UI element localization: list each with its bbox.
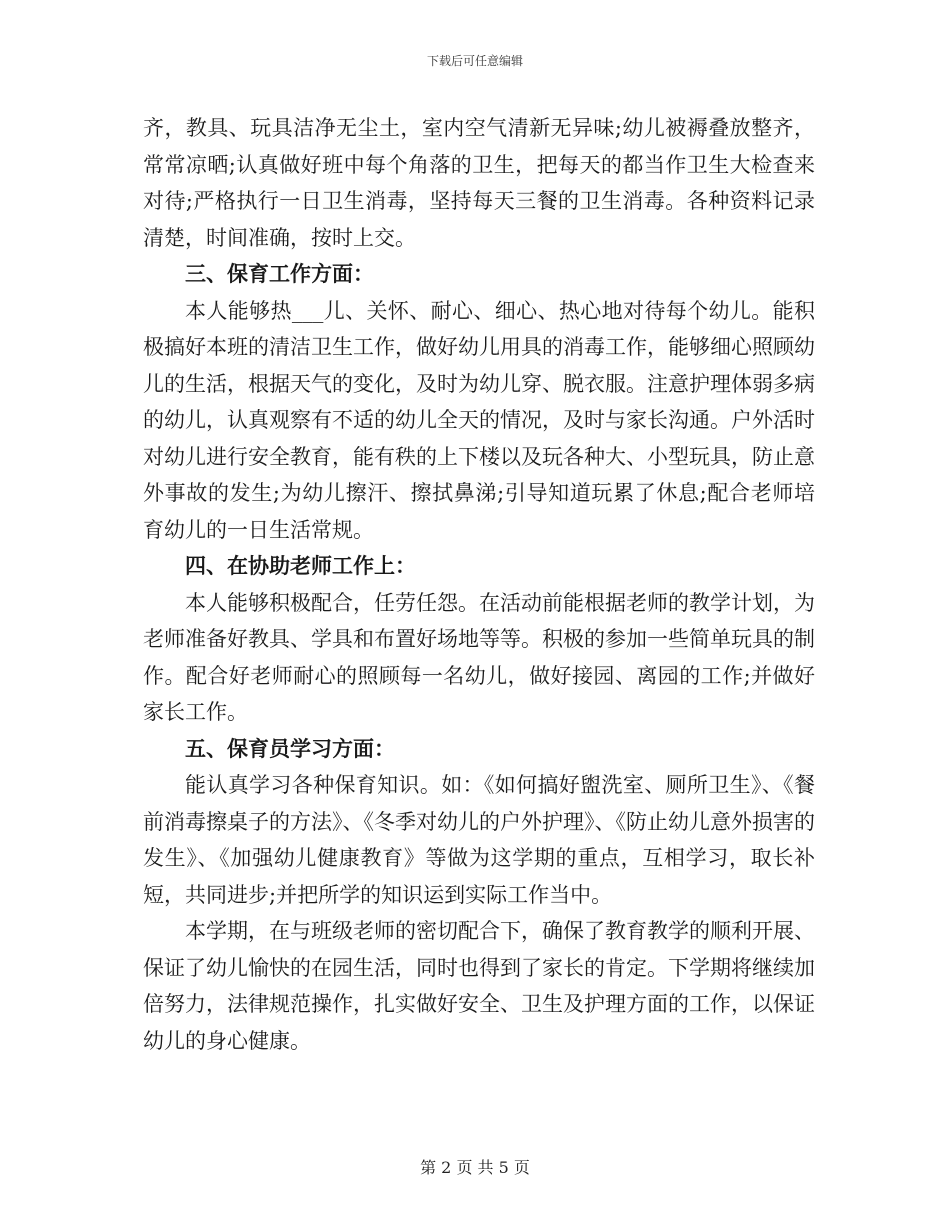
paragraph: 能认真学习各种保育知识。如：《如何搞好盥洗室、厕所卫生》、《餐前消毒擦桌子的方法》、《冬季对幼儿的户外护理》、《防止幼儿意外损害的发生》、《加强幼儿健康教育》等做为这学期的重点，互相学习，取长补短，共同进步;并把所学的知识运到实际工作当中。 bbox=[143, 773, 815, 907]
paragraph: 本人能够热___儿、关怀、耐心、细心、热心地对待每个幼儿。能积极搞好本班的清洁卫生工作，做好幼儿用具的消毒工作，能够细心照顾幼儿的生活，根据天气的变化，及时为幼儿穿、脱衣服。注意护理体弱多病的幼儿，认真观察有不适的幼儿全天的情况，及时与家长沟通。户外活时对幼儿进行安全教育，能有秩的上下楼以及玩各种大、小型玩具，防止意外事故的发生;为幼儿擦汗、擦拭鼻涕;引导知道玩累了休息;配合老师培育幼儿的一日生活常规。 bbox=[143, 298, 815, 542]
page-footer: 第 2 页 共 5 页 bbox=[420, 1158, 530, 1177]
paragraph: 本学期，在与班级老师的密切配合下，确保了教育教学的顺利开展、保证了幼儿愉快的在园生活，同时也得到了家长的肯定。下学期将继续加倍努力，法律规范操作，扎实做好安全、卫生及护理方面的工作，以保证幼儿的身心健康。 bbox=[143, 919, 815, 1053]
paragraph: 齐，教具、玩具洁净无尘土，室内空气清新无异味;幼儿被褥叠放整齐，常常凉晒;认真做好班中每个角落的卫生，把每天的都当作卫生大检查来对待;严格执行一日卫生消毒，坚持每天三餐的卫生消毒。各种资料记录清楚，时间准确，按时上交。 bbox=[143, 116, 815, 250]
section-heading: 四、在协助老师工作上： bbox=[185, 553, 416, 578]
section-heading: 三、保育工作方面： bbox=[185, 261, 374, 286]
section-heading: 五、保育员学习方面： bbox=[185, 735, 395, 761]
document-body bbox=[143, 110, 815, 1059]
page-header: 下载后可任意编辑 bbox=[426, 54, 523, 68]
paragraph: 本人能够积极配合，任劳任怨。在活动前能根据老师的教学计划，为老师准备好教具、学具和布置好场地等等。积极的参加一些简单玩具的制作。配合好老师耐心的照顾每一名幼儿，做好接园、离园的工作;并做好家长工作。 bbox=[143, 590, 815, 724]
